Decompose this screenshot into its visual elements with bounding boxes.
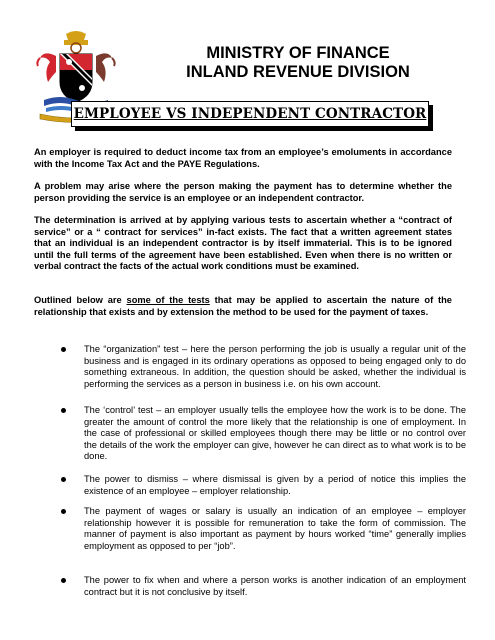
- list-item-text: The power to fix when and where a person works is another indication of an employment contract but it is not conclusive by itself.: [84, 575, 466, 597]
- division-name: INLAND REVENUE DIVISION: [186, 63, 410, 81]
- bullet-icon: [61, 578, 66, 583]
- bullet-icon: [61, 347, 66, 352]
- outline-text-underlined: some of the tests: [126, 295, 210, 305]
- list-item-text: The ‘control’ test – an employer usually tells the employee how the work is to be done. The greater the amount of control the more likely that the relationship is one of employment. In the case of professional or skilled employees though there may be little or no control over the details of the work the employer can give, however he can direct as to what work is to be done.: [84, 405, 466, 462]
- ministry-header: [128, 44, 468, 82]
- list-item-text: The power to dismiss – where dismissal is given by a period of notice this implies the existence of an employee – employer relationship.: [84, 474, 466, 496]
- paragraph-determination: The determination is arrived at by applying various tests to ascertain whether a “contract of service” or a “ contract for services” in-fact exists. The fact that a written agreement states that an individual is an independent contractor is by itself immaterial. This is to be ignored until the full terms of the agreement have been established. Even when there is no written or verbal contract the facts of the actual work conditions must be examined.: [34, 215, 452, 272]
- document-title-box: [71, 101, 429, 127]
- paragraph-problem: A problem may arise where the person making the payment has to determine whether the person providing the service is an employee or an independent contractor.: [34, 181, 452, 203]
- ministry-name: MINISTRY OF FINANCE: [206, 44, 390, 62]
- list-item-text: The payment of wages or salary is usually an indication of an employee – employer relationship however it is possible for remuneration to take the form of commission. The manner of payment is also important as payment by hours worked “time” generally implies employment as opposed to per “job”.: [84, 506, 466, 551]
- outline-text-start: Outlined below are: [34, 295, 127, 305]
- document-title: EMPLOYEE VS INDEPENDENT CONTRACTOR: [73, 106, 427, 122]
- paragraph-outline: [34, 295, 452, 318]
- bullet-icon: [61, 477, 66, 482]
- list-item-text: The “organization” test – here the person performing the job is usually a regular unit of the business and is engaged in its ordinary operations as opposed to being engaged only to do something extraneous. In addition, the question should be asked, whether the individual is performing the services as a person in business i.e. on his own account.: [84, 344, 466, 389]
- paragraph-intro: An employer is required to deduct income tax from an employee’s emoluments in accordance with the Income Tax Act and the PAYE Regulations.: [34, 147, 452, 169]
- outline-text-end: that may be applied to ascertain the nature of the relationship that exists and by extension the method to be used for the payment of taxes.: [34, 295, 452, 317]
- bullet-icon: [61, 408, 66, 413]
- bullet-icon: [61, 509, 66, 514]
